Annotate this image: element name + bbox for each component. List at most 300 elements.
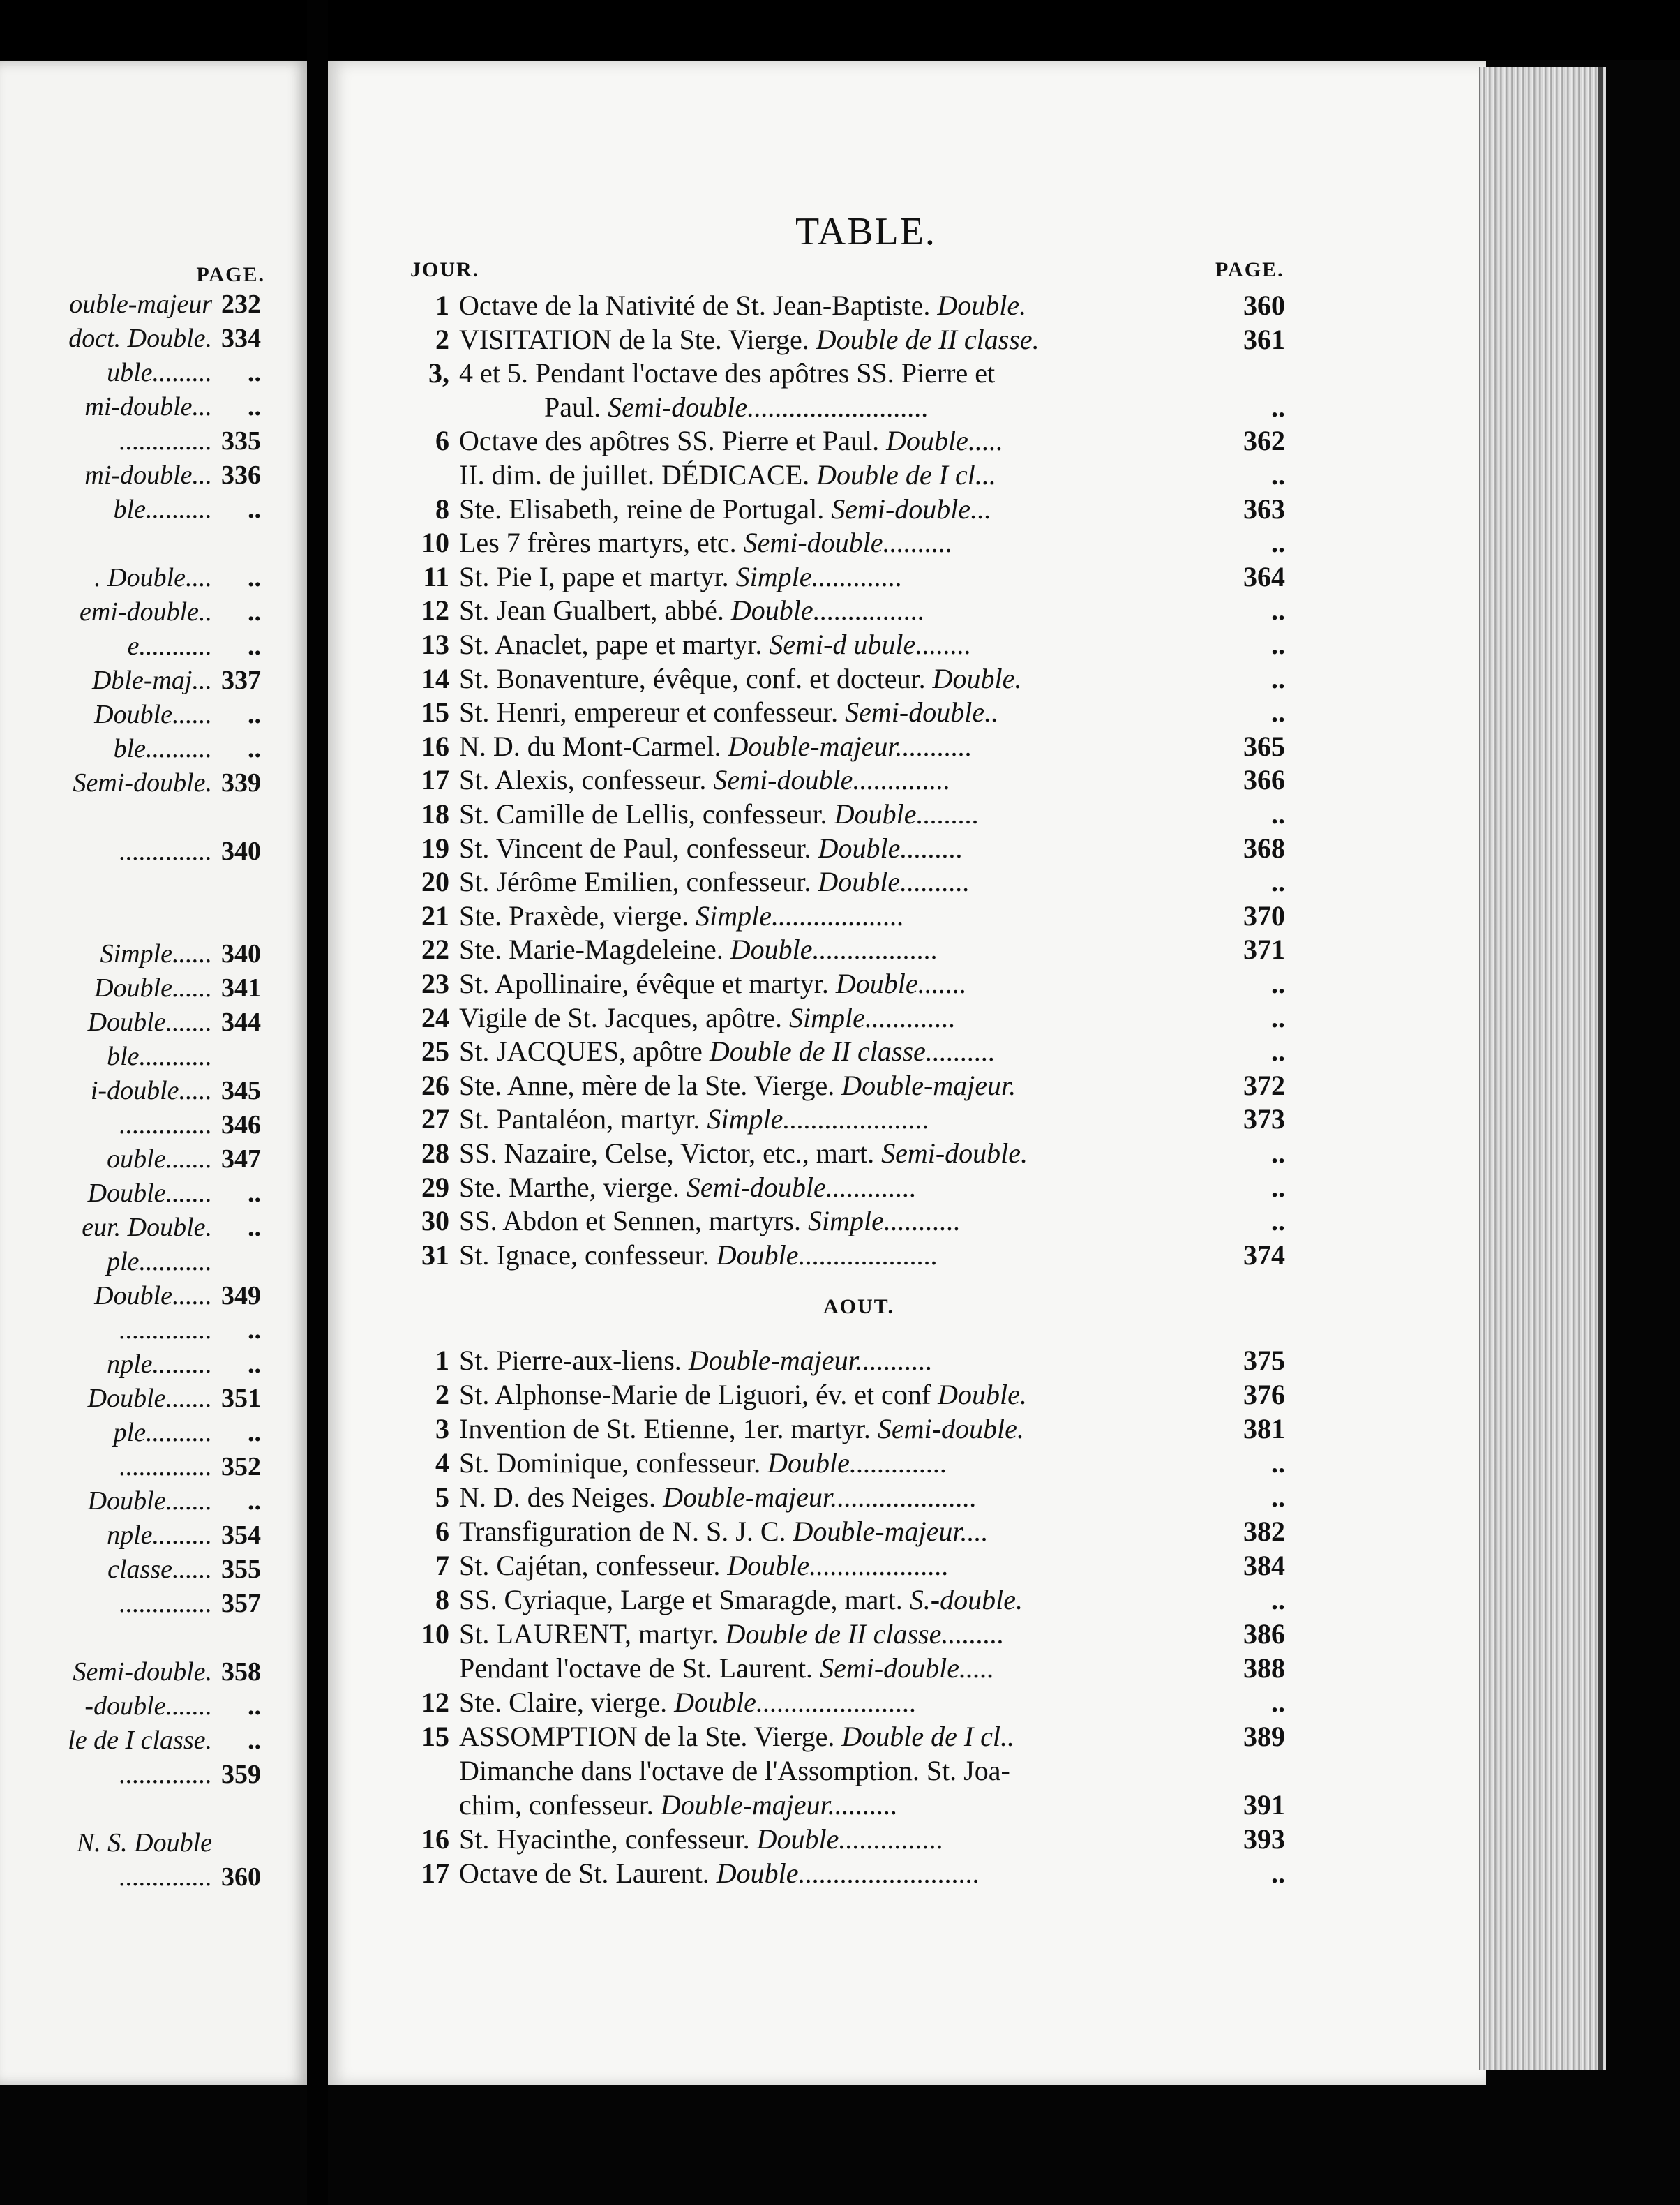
row-page: .. <box>1271 798 1285 830</box>
left-page-line-number: 336 <box>221 461 261 490</box>
row-day: 7 <box>435 1550 449 1581</box>
table-row <box>398 1001 1291 1035</box>
table-row <box>398 458 1291 492</box>
left-page-line <box>0 287 265 321</box>
row-description <box>459 1204 1220 1238</box>
table-row <box>398 594 1291 627</box>
row-page: .. <box>1271 1584 1285 1615</box>
row-page: 375 <box>1243 1345 1285 1376</box>
row-feast: St. Anaclet, pape et martyr. <box>459 629 770 660</box>
left-page-line <box>0 1587 265 1620</box>
left-page-line <box>0 1245 265 1278</box>
left-page-line-text: doct. Double. <box>68 324 212 353</box>
left-page-line <box>0 322 265 355</box>
row-rank: Simple................... <box>696 899 905 932</box>
row-rank: Semi-double... <box>831 493 992 525</box>
left-page-line <box>0 766 265 800</box>
left-page-line-number: .. <box>248 1179 261 1208</box>
row-feast: II. dim. de juillet. DÉDICACE. <box>459 459 817 491</box>
row-description <box>459 1857 1220 1890</box>
row-rank: Double....................... <box>674 1687 917 1718</box>
row-rank: Double.................... <box>716 1239 938 1271</box>
row-day: 5 <box>435 1481 449 1513</box>
left-page-line <box>0 835 265 868</box>
row-rank: Semi-double. <box>881 1137 1028 1169</box>
left-page-line-number: .. <box>248 734 261 763</box>
row-page: 360 <box>1243 290 1285 321</box>
left-page-line <box>0 356 265 389</box>
row-page: 393 <box>1243 1823 1285 1855</box>
row-rank: Semi-double.............. <box>713 764 951 796</box>
row-page: 391 <box>1243 1789 1285 1821</box>
row-page: 386 <box>1243 1618 1285 1650</box>
row-feast: Ste. Praxède, vierge. <box>459 899 696 932</box>
left-page-line <box>0 527 265 560</box>
row-rank: Semi-double. <box>877 1413 1024 1444</box>
table-row <box>398 391 1291 424</box>
row-day: 18 <box>421 798 449 830</box>
row-rank: Double. <box>937 290 1027 321</box>
left-page-line <box>0 561 265 595</box>
left-page-line-text: classe...... <box>107 1555 212 1584</box>
row-rank: Double.................. <box>730 934 938 966</box>
page-edge-shadow <box>1598 67 1603 2070</box>
left-page-line <box>0 664 265 697</box>
row-page: .. <box>1271 1205 1285 1237</box>
row-description <box>459 1720 1220 1754</box>
row-description <box>459 357 1220 390</box>
row-description <box>459 1102 1220 1136</box>
row-day: 4 <box>435 1447 449 1479</box>
table-row <box>398 933 1291 966</box>
table-row <box>398 1069 1291 1102</box>
row-day: 6 <box>435 1516 449 1547</box>
row-feast: Ste. Claire, vierge. <box>459 1687 675 1718</box>
row-day: 12 <box>421 1687 449 1718</box>
row-feast: St. Henri, empereur et confesseur. <box>459 696 846 728</box>
table-row <box>398 1823 1291 1856</box>
left-page-line <box>0 1006 265 1039</box>
row-rank: Double-majeur........... <box>688 1345 933 1376</box>
left-page-line-text: Double....... <box>87 1179 212 1208</box>
row-day: 3, <box>428 357 449 389</box>
row-description <box>459 798 1220 831</box>
row-page: .. <box>1271 662 1285 694</box>
left-page-line-text: e........... <box>127 631 212 661</box>
left-page-line <box>0 1621 265 1654</box>
row-feast: St. Ignace, confesseur. <box>459 1239 717 1271</box>
table-row <box>398 424 1291 458</box>
left-page-line <box>0 1553 265 1586</box>
row-rank: Semi-d ubule........ <box>769 629 972 660</box>
row-rank: Semi-double..... <box>820 1652 995 1684</box>
left-page-line-number: 232 <box>221 290 261 319</box>
table-row <box>398 1788 1291 1822</box>
left-page-line-text: Dble-maj... <box>91 666 212 695</box>
left-page-line-number: 334 <box>221 324 261 353</box>
left-page-line-number: .. <box>248 1418 261 1447</box>
row-day: 15 <box>421 1721 449 1752</box>
row-feast: St. Pie I, pape et martyr. <box>459 560 736 592</box>
row-rank: Double de I cl.. <box>841 1721 1015 1752</box>
row-day: 13 <box>421 629 449 660</box>
left-page-line <box>0 869 265 902</box>
left-page-line <box>0 458 265 492</box>
left-page-line-number: 357 <box>221 1589 261 1618</box>
row-feast: St. JACQUES, apôtre <box>459 1036 710 1068</box>
row-feast: Ste. Elisabeth, reine de Portugal. <box>459 493 832 525</box>
left-page-line <box>0 1074 265 1107</box>
row-rank: Double de II classe.......... <box>709 1036 996 1068</box>
left-page-line-text: ble.......... <box>113 495 212 524</box>
row-feast: SS. Cyriaque, Large et Smaragde, mart. <box>459 1584 910 1615</box>
column-header-day: JOUR. <box>410 258 480 281</box>
row-page: 388 <box>1243 1652 1285 1684</box>
row-page: 364 <box>1243 560 1285 592</box>
row-rank: Simple..................... <box>707 1103 930 1135</box>
row-day: 15 <box>421 696 449 728</box>
row-page: .. <box>1271 527 1285 559</box>
table-row <box>398 1102 1291 1136</box>
left-page-line-text: eur. Double. <box>82 1213 212 1242</box>
row-feast: Invention de St. Etienne, 1er. martyr. <box>459 1413 878 1444</box>
row-day: 28 <box>421 1137 449 1169</box>
row-description <box>459 1001 1220 1035</box>
left-page-line <box>0 1655 265 1689</box>
left-page-line-text: le de I classe. <box>68 1726 212 1755</box>
left-page-line-number: 360 <box>221 1862 261 1892</box>
row-description <box>459 458 1220 492</box>
row-rank: Semi-double.......... <box>743 527 953 559</box>
table-row <box>398 1652 1291 1685</box>
row-page: 362 <box>1243 425 1285 457</box>
table-row <box>398 493 1291 526</box>
left-page-line-number: 335 <box>221 426 261 456</box>
row-description <box>459 1823 1220 1856</box>
row-rank: Double......... <box>834 798 980 830</box>
row-feast: St. Bonaventure, évêque, conf. et docteur. <box>459 662 933 694</box>
left-page-line-number: 345 <box>221 1076 261 1105</box>
row-feast: Vigile de St. Jacques, apôtre. <box>459 1001 790 1033</box>
row-description <box>459 526 1220 560</box>
row-day: 24 <box>421 1001 449 1033</box>
left-page-line-number: .. <box>248 700 261 729</box>
row-description <box>459 1481 1220 1514</box>
row-feast: St. Alphonse-Marie de Liguori, év. et conf <box>459 1379 938 1410</box>
row-feast: N. D. du Mont-Carmel. <box>459 730 728 762</box>
row-rank: Semi-double.. <box>845 696 999 728</box>
row-rank: Double. <box>932 662 1022 694</box>
row-page: 373 <box>1243 1103 1285 1135</box>
left-page-line-text: Double...... <box>94 700 212 729</box>
left-page-line-text: .............. <box>119 1589 212 1618</box>
row-page: 363 <box>1243 493 1285 525</box>
left-page-line-number: 355 <box>221 1555 261 1584</box>
left-page-line-number: .. <box>248 1691 261 1721</box>
row-day: 25 <box>421 1036 449 1068</box>
row-rank: Double................ <box>730 595 925 627</box>
row-description <box>459 967 1220 1001</box>
left-page-line-text: .............. <box>119 1315 212 1345</box>
left-page-line <box>0 390 265 424</box>
row-page: 366 <box>1243 764 1285 796</box>
left-page-line-number: 337 <box>221 666 261 695</box>
table-row <box>398 1481 1291 1514</box>
row-feast: St. Camille de Lellis, confesseur. <box>459 798 834 830</box>
row-day: 20 <box>421 866 449 898</box>
page-edges <box>1479 67 1606 2070</box>
row-description <box>459 289 1220 322</box>
row-description <box>459 865 1220 899</box>
table-row <box>398 1617 1291 1651</box>
row-description <box>459 1171 1220 1204</box>
row-page: .. <box>1271 1687 1285 1718</box>
left-page-line-number: 340 <box>221 837 261 866</box>
row-page: 381 <box>1243 1413 1285 1444</box>
row-rank: S.-double. <box>909 1584 1023 1615</box>
left-page-line-number: .. <box>248 1350 261 1379</box>
row-description <box>459 560 1220 594</box>
row-description <box>459 1069 1220 1102</box>
row-page: .. <box>1271 1481 1285 1513</box>
row-rank: Double.......... <box>818 866 970 898</box>
left-page-line-number: .. <box>248 495 261 524</box>
left-page-line <box>0 1279 265 1313</box>
left-page-line-number: 346 <box>221 1110 261 1139</box>
left-page-line <box>0 1484 265 1518</box>
row-description <box>459 1515 1220 1548</box>
row-description <box>459 1378 1220 1412</box>
left-page-line-text: nple......... <box>107 1520 212 1550</box>
left-page-line <box>0 1860 265 1894</box>
row-page: .. <box>1271 391 1285 423</box>
left-page-line-number: .. <box>248 392 261 421</box>
row-description <box>459 1035 1220 1068</box>
row-page: .. <box>1271 1001 1285 1033</box>
table-row <box>398 1344 1291 1377</box>
page-title: TABLE. <box>795 210 936 253</box>
row-feast: St. Hyacinthe, confesseur. <box>459 1823 757 1855</box>
row-feast: Ste. Marie-Magdeleine. <box>459 934 730 966</box>
row-feast: ASSOMPTION de la Ste. Vierge. <box>459 1721 842 1752</box>
row-page: 365 <box>1243 730 1285 762</box>
left-page-line-number: 354 <box>221 1520 261 1550</box>
row-feast: Octave des apôtres SS. Pierre et Paul. <box>459 425 887 457</box>
row-page: .. <box>1271 696 1285 728</box>
left-page-line-text: -double....... <box>84 1691 212 1721</box>
left-page-line-number: 340 <box>221 939 261 969</box>
row-rank: Double-majeur.... <box>793 1516 989 1547</box>
row-page: .. <box>1271 1036 1285 1068</box>
row-description <box>459 1344 1220 1377</box>
row-day: 3 <box>435 1413 449 1444</box>
table-row <box>398 323 1291 357</box>
row-feast: N. D. des Neiges. <box>459 1481 663 1513</box>
row-rank: Double....... <box>835 968 967 999</box>
left-page-line-number: .. <box>248 358 261 387</box>
table-row <box>398 832 1291 865</box>
row-description <box>459 832 1220 865</box>
row-page: .. <box>1271 595 1285 627</box>
row-day: 31 <box>421 1239 449 1271</box>
table-row <box>398 899 1291 933</box>
left-page-line-number: .. <box>248 597 261 627</box>
table-row <box>398 1378 1291 1412</box>
row-rank: Double. <box>938 1379 1027 1410</box>
row-rank: Simple............. <box>735 560 903 592</box>
left-page-line <box>0 1416 265 1449</box>
row-day: 10 <box>421 1618 449 1650</box>
row-rank: Double de II classe......... <box>725 1618 1005 1650</box>
left-page-line-text: .............. <box>119 1110 212 1139</box>
row-day: 10 <box>421 527 449 559</box>
table-row <box>398 1686 1291 1719</box>
table-row <box>398 1549 1291 1583</box>
left-page-line <box>0 1382 265 1415</box>
left-page-line-number: 352 <box>221 1452 261 1481</box>
left-page-line-number: .. <box>248 631 261 661</box>
row-day: 17 <box>421 1858 449 1889</box>
row-feast: St. Jérôme Emilien, confesseur. <box>459 866 818 898</box>
table-row <box>398 289 1291 322</box>
row-page: 376 <box>1243 1379 1285 1410</box>
left-page-line-text: ble........... <box>107 1042 212 1071</box>
row-page: 389 <box>1243 1721 1285 1752</box>
left-page-line-text: mi-double... <box>84 461 212 490</box>
month-heading-august: AOUT. <box>823 1295 894 1318</box>
table-row <box>398 1171 1291 1204</box>
scan-border-top <box>0 0 1680 60</box>
row-description <box>459 424 1220 458</box>
row-feast: 4 et 5. Pendant l'octave des apôtres SS. Pierre et <box>459 357 996 389</box>
row-description <box>459 323 1220 357</box>
left-page-line-text: Double...... <box>94 973 212 1003</box>
row-feast: St. Apollinaire, évêque et martyr. <box>459 968 836 999</box>
table-row <box>398 357 1291 390</box>
row-page: 370 <box>1243 899 1285 932</box>
row-day: 6 <box>435 425 449 457</box>
table-row <box>398 662 1291 696</box>
table-row <box>398 865 1291 899</box>
row-day: 26 <box>421 1069 449 1101</box>
row-description <box>459 628 1220 662</box>
left-page-line <box>0 1176 265 1210</box>
left-page-line-text: ble.......... <box>113 734 212 763</box>
row-description <box>544 391 1305 424</box>
row-day: 1 <box>435 1345 449 1376</box>
row-feast: St. Jean Gualbert, abbé. <box>459 595 731 627</box>
table-row <box>398 1447 1291 1480</box>
left-page-line-text: emi-double.. <box>80 597 212 627</box>
table-row <box>398 560 1291 594</box>
row-description <box>459 1447 1220 1480</box>
left-page-line <box>0 937 265 971</box>
left-page-line <box>0 424 265 458</box>
left-page-line-text: .............. <box>119 1760 212 1789</box>
table-row <box>398 1204 1291 1238</box>
row-day: 21 <box>421 899 449 932</box>
left-page-line <box>0 1211 265 1244</box>
row-rank: Double-majeur.......... <box>660 1789 898 1821</box>
left-page-line-text: Double...... <box>94 1281 212 1310</box>
table-row <box>398 1720 1291 1754</box>
left-page-line <box>0 1040 265 1073</box>
row-description <box>459 1549 1220 1583</box>
left-page-line <box>0 1826 265 1860</box>
left-page-line-number: 347 <box>221 1144 261 1174</box>
left-page-line-number: 358 <box>221 1657 261 1687</box>
left-page-line-number: .. <box>248 1486 261 1516</box>
left-page-line-text: ouble....... <box>107 1144 212 1174</box>
row-day: 8 <box>435 493 449 525</box>
left-page-line <box>0 903 265 936</box>
row-rank: Double.............. <box>767 1447 947 1479</box>
row-page: 374 <box>1243 1239 1285 1271</box>
table-row <box>398 696 1291 729</box>
row-description <box>459 1137 1220 1170</box>
table-row <box>398 1583 1291 1617</box>
left-page-line-text: Double....... <box>87 1486 212 1516</box>
row-feast: Transfiguration de N. S. J. C. <box>459 1516 793 1547</box>
row-feast: St. Pantaléon, martyr. <box>459 1103 707 1135</box>
row-description <box>459 1754 1220 1788</box>
left-page-line <box>0 732 265 765</box>
left-page-line-number: 344 <box>221 1008 261 1037</box>
row-day: 27 <box>421 1103 449 1135</box>
left-page-line-number: .. <box>248 1213 261 1242</box>
row-description <box>459 730 1220 763</box>
row-page: .. <box>1271 1447 1285 1479</box>
left-page-line-text: mi-double... <box>84 392 212 421</box>
row-feast: Dimanche dans l'octave de l'Assomption. St. Joa- <box>459 1755 1010 1786</box>
row-description <box>459 1583 1220 1617</box>
left-page-line <box>0 800 265 834</box>
left-page-line-text: nple......... <box>107 1350 212 1379</box>
row-day: 17 <box>421 764 449 796</box>
row-feast: St. Pierre-aux-liens. <box>459 1345 689 1376</box>
left-page-line <box>0 1758 265 1791</box>
row-rank: Semi-double.......................... <box>608 391 929 423</box>
row-feast: Octave de la Nativité de St. Jean-Baptiste. <box>459 290 938 321</box>
left-page-line <box>0 698 265 731</box>
row-day: 14 <box>421 662 449 694</box>
row-page: .. <box>1271 1171 1285 1203</box>
row-feast: SS. Abdon et Sennen, martyrs. <box>459 1205 808 1237</box>
row-page: 372 <box>1243 1069 1285 1101</box>
row-day: 8 <box>435 1584 449 1615</box>
left-page-line-text: . Double.... <box>94 563 212 592</box>
row-rank: Double-majeur. <box>841 1069 1017 1101</box>
row-feast: St. LAURENT, martyr. <box>459 1618 726 1650</box>
left-page-line <box>0 1518 265 1552</box>
row-feast: chim, confesseur. <box>459 1789 661 1821</box>
row-page: .. <box>1271 866 1285 898</box>
row-page: .. <box>1271 1858 1285 1889</box>
row-rank: Simple........... <box>807 1205 961 1237</box>
row-page: 384 <box>1243 1550 1285 1581</box>
row-description <box>459 1239 1220 1272</box>
row-rank: Double de II classe. <box>816 323 1040 355</box>
left-page-line <box>0 1724 265 1757</box>
table-row <box>398 1515 1291 1548</box>
table-row <box>398 1754 1291 1788</box>
row-feast: Les 7 frères martyrs, etc. <box>459 527 744 559</box>
left-page-line-text: .............. <box>119 1452 212 1481</box>
table-row <box>398 763 1291 797</box>
table-row <box>398 730 1291 763</box>
table-row <box>398 1137 1291 1170</box>
left-page-line-text: Double....... <box>87 1008 212 1037</box>
